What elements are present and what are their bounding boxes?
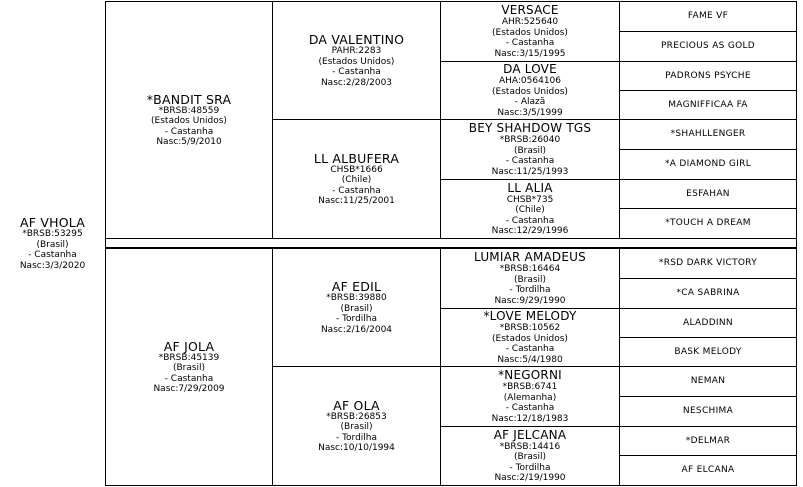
sdd-name: LL ALIA bbox=[507, 180, 553, 195]
sds-cell bbox=[440, 119, 620, 180]
horse-country: (Brasil) bbox=[36, 239, 69, 250]
sds-name: BEY SHAHDOW TGS bbox=[468, 121, 592, 135]
dam-dam-reg: *BRSB:26853 bbox=[326, 411, 387, 422]
gen5-cell-6 bbox=[619, 149, 797, 180]
gen5-cell-12 bbox=[619, 337, 797, 367]
dam-dam-birth: Nasc:10/10/1994 bbox=[318, 443, 395, 453]
dsd-reg: *BRSB:10562 bbox=[499, 323, 561, 333]
ddd-country: (Brasil) bbox=[513, 452, 547, 462]
dds-cell bbox=[440, 366, 620, 427]
gen5-cell-13 bbox=[619, 366, 797, 397]
sss-country: (Estados Unidos) bbox=[492, 27, 568, 38]
dss-cell bbox=[440, 248, 620, 309]
sss-cell bbox=[440, 1, 620, 62]
gen5-cell-4 bbox=[619, 90, 797, 120]
gen5-name: *SHAHLLENGER bbox=[670, 129, 746, 139]
dam-sire-reg: *BRSB:39880 bbox=[326, 293, 387, 303]
gen5-cell-1 bbox=[619, 1, 797, 32]
gen5-cell-8 bbox=[619, 208, 797, 239]
half-separator bbox=[105, 238, 797, 248]
ddd-reg: *BRSB:14416 bbox=[499, 441, 561, 452]
sss-birth: Nasc:3/15/1995 bbox=[494, 48, 566, 59]
gen5-name: AF ELCANA bbox=[681, 465, 735, 475]
gen5-name: *RSD DARK VICTORY bbox=[658, 258, 758, 268]
ddd-cell bbox=[440, 426, 620, 486]
horse-name: AF VHOLA bbox=[20, 215, 85, 230]
dds-reg: *BRSB:6741 bbox=[502, 382, 558, 392]
dsd-birth: Nasc:5/4/1980 bbox=[497, 354, 563, 365]
ssd-color: - Alazã bbox=[514, 97, 546, 107]
dam-sire-country: (Brasil) bbox=[340, 303, 373, 314]
gen5-cell-11 bbox=[619, 308, 797, 338]
sds-color: - Castanha bbox=[505, 156, 555, 166]
sdd-birth: Nasc:12/29/1996 bbox=[491, 226, 569, 236]
dam-sire-cell bbox=[272, 248, 441, 367]
ddd-birth: Nasc:2/19/1990 bbox=[494, 473, 566, 483]
dam-sire-name: AF EDIL bbox=[331, 279, 382, 294]
gen5-cell-15 bbox=[619, 426, 797, 456]
dam-dam-color: - Tordilha bbox=[335, 432, 378, 443]
ddd-name: AF JELCANA bbox=[493, 427, 567, 442]
dss-color: - Tordilha bbox=[509, 285, 551, 295]
sire-dam-name: LL ALBUFERA bbox=[313, 150, 400, 166]
dds-name: *NEGORNI bbox=[498, 368, 562, 382]
dam-cell bbox=[105, 248, 273, 486]
ssd-country: (Estados Unidos) bbox=[492, 86, 568, 97]
sss-name: VERSACE bbox=[501, 3, 559, 17]
ssd-name: DA LOVE bbox=[503, 62, 557, 76]
sire-sire-name: DA VALENTINO bbox=[308, 32, 405, 47]
gen5-cell-10 bbox=[619, 278, 797, 309]
dds-birth: Nasc:12/18/1983 bbox=[491, 413, 569, 424]
sds-birth: Nasc:11/25/1993 bbox=[491, 166, 569, 177]
gen5-name: *A DIAMOND GIRL bbox=[664, 159, 752, 169]
sire-dam-reg: CHSB*1666 bbox=[330, 164, 383, 175]
dam-country: (Brasil) bbox=[172, 363, 206, 373]
sire-reg: *BRSB:48559 bbox=[158, 105, 220, 116]
sire-name: *BANDIT SRA bbox=[146, 91, 232, 107]
sire-dam-cell bbox=[272, 119, 441, 239]
ddd-color: - Tordilha bbox=[509, 462, 551, 473]
horse-birth: Nasc:3/3/2020 bbox=[19, 260, 86, 271]
dss-name: LUMIAR AMADEUS bbox=[474, 250, 586, 264]
dam-color: - Castanha bbox=[164, 373, 214, 384]
sire-cell bbox=[105, 1, 273, 239]
gen5-cell-7 bbox=[619, 179, 797, 209]
gen5-cell-5 bbox=[619, 119, 797, 150]
dss-country: (Brasil) bbox=[513, 274, 547, 285]
gen5-name: *CA SABRINA bbox=[676, 288, 740, 298]
dss-reg: *BRSB:16464 bbox=[499, 264, 561, 274]
dam-name: AF JOLA bbox=[163, 338, 215, 354]
dsd-cell bbox=[440, 308, 620, 367]
dds-color: - Castanha bbox=[505, 403, 555, 413]
dam-sire-birth: Nasc:2/16/2004 bbox=[320, 324, 393, 335]
dam-dam-country: (Brasil) bbox=[340, 422, 373, 432]
sire-birth: Nasc:5/9/2010 bbox=[156, 137, 222, 147]
gen5-name: NEMAN bbox=[690, 376, 726, 386]
gen5-name: FAME VF bbox=[687, 11, 729, 21]
sss-color: - Castanha bbox=[505, 38, 555, 48]
gen5-name: ALADDINN bbox=[683, 317, 733, 328]
sdd-cell bbox=[440, 179, 620, 239]
gen5-name: *TOUCH A DREAM bbox=[665, 218, 751, 228]
sire-sire-cell bbox=[272, 1, 441, 120]
dam-reg: *BRSB:45139 bbox=[158, 352, 220, 363]
gen5-name: BASK MELODY bbox=[674, 346, 742, 357]
sire-sire-reg: PAHR:2283 bbox=[331, 46, 382, 56]
dsd-country: (Estados Unidos) bbox=[492, 333, 568, 344]
horse-cell bbox=[0, 1, 105, 486]
dds-country: (Alemanha) bbox=[503, 392, 557, 403]
gen5-cell-9 bbox=[619, 248, 797, 279]
sire-sire-color: - Castanha bbox=[332, 67, 381, 77]
gen5-name: PRECIOUS AS GOLD bbox=[660, 41, 756, 51]
sire-dam-color: - Castanha bbox=[332, 185, 381, 196]
sire-dam-country: (Chile) bbox=[341, 175, 372, 185]
gen5-cell-2 bbox=[619, 31, 797, 62]
sdd-color: - Castanha bbox=[505, 215, 555, 226]
gen5-name: MAGNIFFICAA FA bbox=[668, 99, 748, 110]
sire-color: - Castanha bbox=[164, 126, 214, 137]
sdd-country: (Chile) bbox=[515, 205, 545, 215]
gen5-name: PADRONS PSYCHE bbox=[665, 70, 751, 81]
dam-birth: Nasc:7/29/2009 bbox=[153, 384, 225, 394]
ssd-cell bbox=[440, 61, 620, 120]
dam-dam-name: AF OLA bbox=[333, 397, 380, 413]
dam-dam-cell bbox=[272, 366, 441, 486]
ssd-reg: AHA:0564106 bbox=[498, 76, 562, 86]
sdd-reg: CHSB*735 bbox=[506, 194, 554, 205]
gen5-cell-3 bbox=[619, 61, 797, 91]
gen5-name: ESFAHAN bbox=[686, 188, 730, 199]
sire-country: (Estados Unidos) bbox=[151, 116, 227, 126]
sds-reg: *BRSB:26040 bbox=[499, 135, 561, 145]
gen5-name: *DELMAR bbox=[685, 435, 731, 446]
gen5-cell-16 bbox=[619, 455, 797, 486]
gen5-cell-14 bbox=[619, 396, 797, 427]
sire-sire-country: (Estados Unidos) bbox=[318, 56, 395, 67]
ssd-birth: Nasc:3/5/1999 bbox=[497, 107, 563, 118]
sss-reg: AHR:525640 bbox=[501, 17, 559, 27]
dsd-color: - Castanha bbox=[505, 344, 555, 354]
sds-country: (Brasil) bbox=[513, 145, 547, 156]
dam-sire-color: - Tordilha bbox=[335, 314, 378, 324]
gen5-name: NESCHIMA bbox=[682, 406, 734, 416]
horse-color: - Castanha bbox=[28, 250, 77, 260]
dss-birth: Nasc:9/29/1990 bbox=[494, 295, 566, 306]
horse-reg: *BRSB:53295 bbox=[22, 229, 83, 239]
sire-sire-birth: Nasc:2/28/2003 bbox=[320, 77, 393, 88]
sire-dam-birth: Nasc:11/25/2001 bbox=[318, 196, 395, 206]
dsd-name: *LOVE MELODY bbox=[483, 309, 577, 323]
